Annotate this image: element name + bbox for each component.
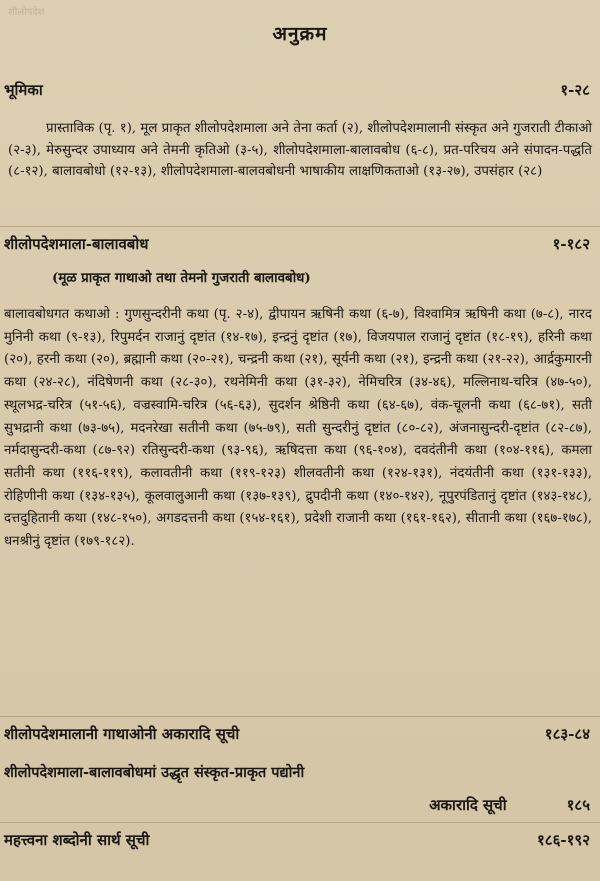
section-title: महत्त्वना शब्दोनी सार्थ सूची <box>4 831 150 849</box>
section-title: शीलोपदेशमाला-बालावबोध <box>4 235 149 253</box>
section-heading-uddhrut-continued <box>4 795 590 815</box>
section-pages: १८५ <box>566 796 590 814</box>
section-heading-akaradi <box>4 724 590 744</box>
section-subtitle: (मूळ प्राकृत गाथाओ तथा तेमनो गुजराती बालावबोध) <box>52 270 311 286</box>
section-pages: १-२८ <box>560 81 590 99</box>
section-heading-uddhrut <box>4 762 590 782</box>
section-contents: प्रास्ताविक (पृ. १), मूल प्राकृत शीलोपदेशमाला अने तेना कर्ता (२), शीलोपदेशमालानी संस्कृत अने गुजराती टीकाओ (२-३), मेरुसुन्दर उपाध्याय अने तेमनी कृतिओ (३-५), शीलोपदेशमाला-बालावबोध (६-८), प्रत-परिचय अने संपादन-पद्धति (८-१२), बालावबोधो (१२-१३), शीलोपदेशमाला-बालवबोधनी भाषाकीय लाक्षणिकताओ (१३-२७), उपसंहार (२८) <box>8 121 592 179</box>
section-title: शीलोपदेशमालानी गाथाओनी अकारादि सूची <box>4 725 240 743</box>
section-heading-mahattvana <box>4 830 590 850</box>
divider <box>0 716 600 717</box>
section-title-continued: अकारादि सूची <box>429 796 507 814</box>
section-contents: बालावबोधगत कथाओ : गुणसुन्दरीनी कथा (पृ. २-४), द्वीपायन ऋषिनी कथा (६-७), विश्वामित्र ऋषिनी कथा (७-८), नारद मुनिनी कथा (९-१३), रिपुमर्दन राजानुं दृष्टांत (१४-१७), इन्द्रनुं दृष्टांत (१७), विजयपाल राजानुं दृष्टांत (१८-१९), हरिनी कथा (२०), हरनी कथा (२०), ब्रह्मानी कथा (२०-२१), चन्द्रनी कथा (२१), सूर्यनी कथा (२१), इन्द्रनी कथा (२१-२२), आर्द्रकुमारनी कथा (२४-२८), नंदिषेणनी कथा (२८-३०), रथनेमिनी कथा (३१-३२), नेमिचरित्र (३४-४६), मल्लिनाथ-चरित्र (४७-५०), स्थूलभद्र-चरित्र (५१-५६), वज्रस्वामि-चरित्र (५६-६३), सुदर्शन श्रेष्ठिनी कथा (६४-६७), वंक-चूलनी कथा (६८-७१), सती सुभद्रानी कथा (७३-७५), मदनरेखा सतीनी कथा (७५-७९), सती सुन्दरीनुं दृष्टांत (८०-८२), अंजनासुन्दरी-दृष्टांत (८२-८७), नर्मदासुन्दरी-कथा (८७-९२) रतिसुन्दरी-कथा (९३-९६), ऋषिदत्ता कथा (९६-१०४), दवदंतीनी कथा (१०४-११६), कमला सतीनी कथा (११६-११९), कलावतीनी कथा (११९-१२३) शीलवतीनी कथा (१२४-१३१), नंदयंतीनी कथा (१३१-१३३), रोहिणीनी कथा (१३४-१३५), कूलवालुआनी कथा (१३७-१३९), द्रुपदीनी कथा (१४०-१४२), नूपुरपंडितानुं दृष्टांत (१४३-१४८), दत्तदुहितानी कथा (१४८-१५०), अगडदत्तनी कथा (१५४-१६१), प्रदेशी राजानी कथा (१६१-१६२), सीतानी कथा (१६७-१७८), धनश्रीनुं दृष्टांत (१७९-१८२). <box>4 307 592 550</box>
page-title: अनुक्रम <box>272 23 328 45</box>
bleed-through-text: शीलोपदेश <box>8 7 45 18</box>
section-title: भूमिका <box>4 81 43 99</box>
section-pages: १-१८२ <box>552 235 590 253</box>
section-pages: १८३-८४ <box>544 725 590 743</box>
section-title: शीलोपदेशमाला-बालावबोधमां उद्धृत संस्कृत-प्राकृत पद्योनी <box>4 764 305 781</box>
section-pages: १८६-१९२ <box>536 831 590 849</box>
section-heading-balavabodh <box>4 234 590 254</box>
divider <box>0 822 600 823</box>
divider <box>0 226 600 227</box>
section-heading-bhumika <box>4 80 590 100</box>
